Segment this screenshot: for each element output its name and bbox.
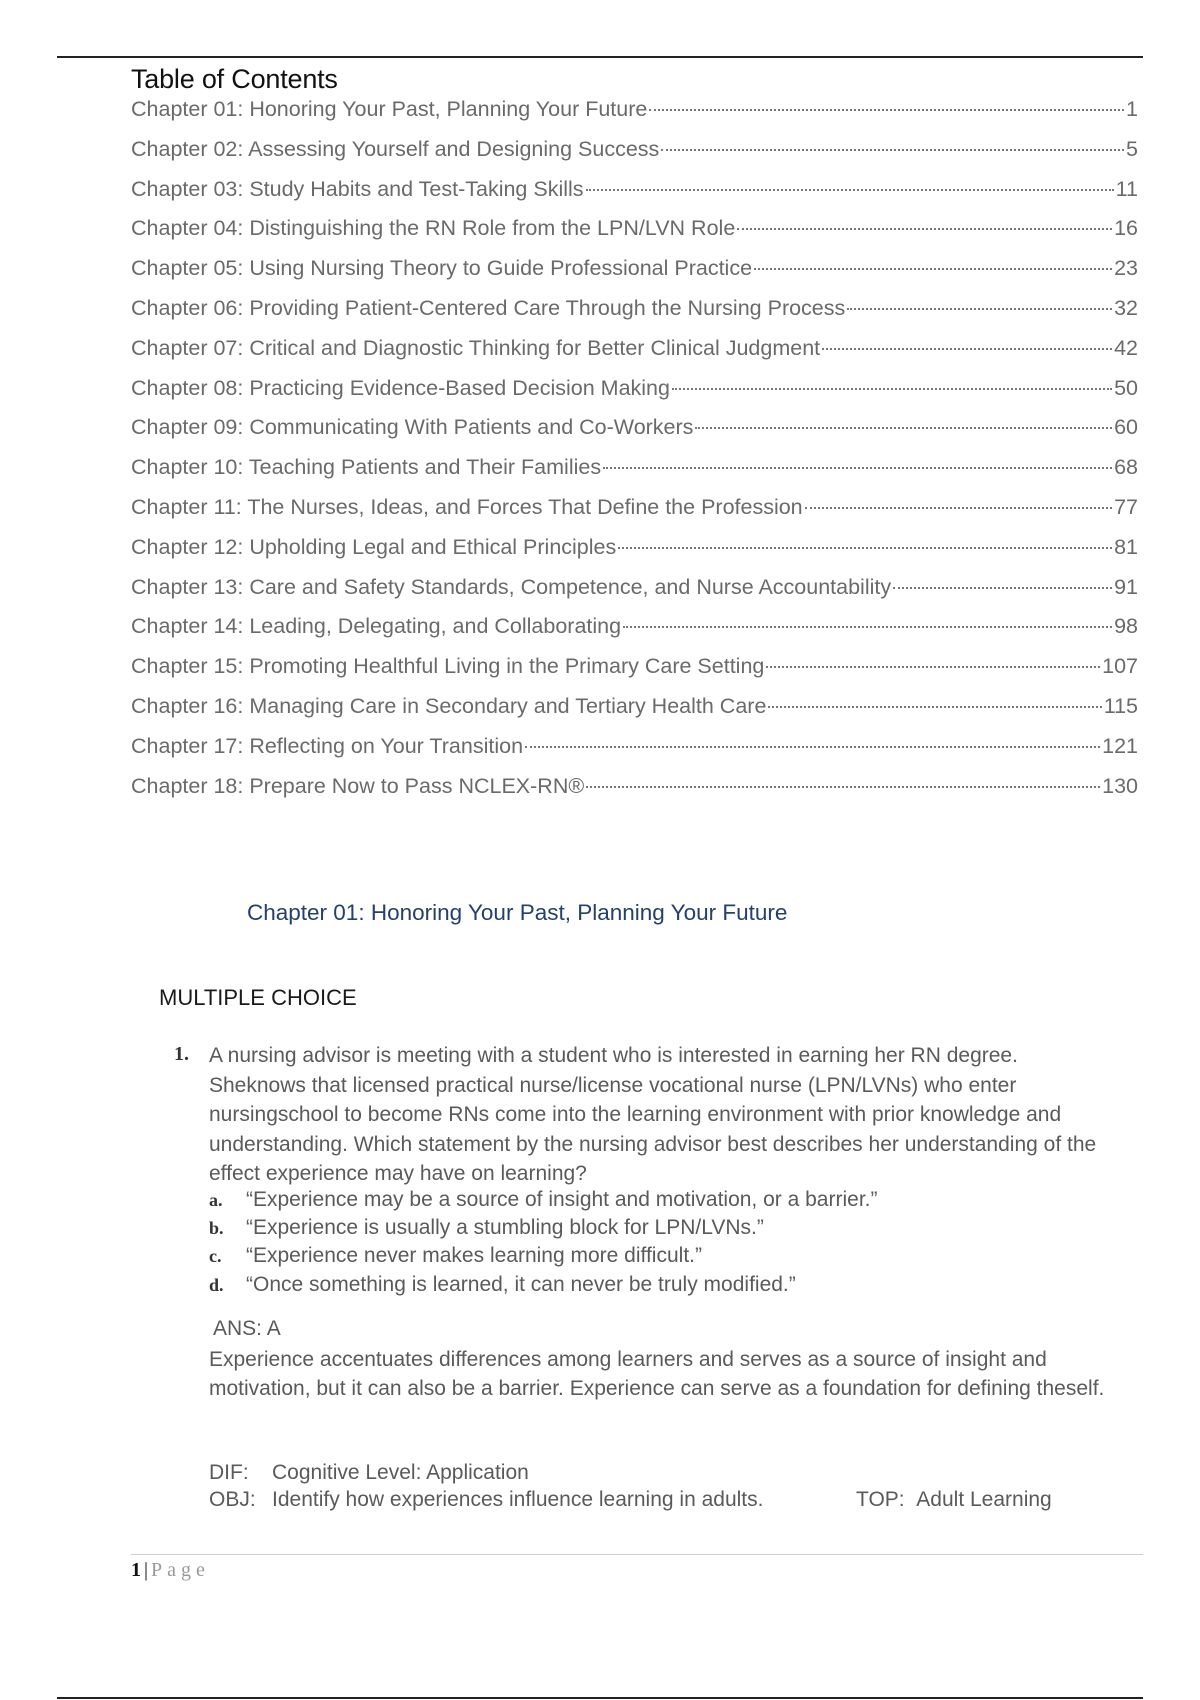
table-of-contents	[131, 97, 1138, 813]
dot-leader	[525, 746, 1100, 748]
toc-entry-label: Chapter 09: Communicating With Patients and Co-Workers	[131, 415, 694, 440]
question-text: A nursing advisor is meeting with a student who is interested in earning her RN degree. Sheknows that licensed practical nurse/license vocational nurse (LPN/LVNs) who enter nursingschool to become RNs come into the learning environment with prior knowledge and understanding. Which statement by the nursing advisor best describes her understanding of the effect experience may have on learning?	[209, 1044, 1097, 1185]
toc-entry-page: 98	[1114, 614, 1138, 639]
dot-leader	[672, 388, 1112, 390]
answer-rationale: Experience accentuates differences among learners and serves as a source of insight and motivation, but it can also be a barrier. Experience can serve as a foundation for defining theself.	[209, 1348, 1105, 1400]
option-text: “Experience is usually a stumbling block for LPN/LVNs.”	[246, 1216, 764, 1240]
toc-entry-page: 121	[1102, 733, 1138, 758]
toc-entry[interactable]	[131, 734, 1138, 774]
dot-leader	[754, 268, 1112, 270]
toc-entry[interactable]	[131, 216, 1138, 256]
answer-option[interactable]	[209, 1273, 1109, 1301]
dot-leader	[603, 467, 1112, 469]
option-text: “Experience never makes learning more difficult.”	[246, 1244, 702, 1268]
dot-leader	[847, 308, 1112, 310]
toc-entry[interactable]	[131, 376, 1138, 416]
toc-entry-page: 91	[1114, 574, 1138, 599]
toc-entry[interactable]	[131, 614, 1138, 654]
option-letter: d.	[209, 1274, 224, 1295]
dot-leader	[822, 348, 1112, 350]
dot-leader	[737, 228, 1112, 230]
toc-entry-page: 23	[1114, 256, 1138, 281]
toc-entry-label: Chapter 14: Leading, Delegating, and Collaborating	[131, 614, 622, 639]
option-letter: a.	[209, 1190, 223, 1210]
toc-entry-label: Chapter 06: Providing Patient-Centered Care Through the Nursing Process	[131, 295, 846, 320]
topic	[856, 1488, 1052, 1512]
toc-entry-page: 115	[1103, 693, 1138, 718]
answer-option[interactable]	[209, 1216, 1109, 1244]
toc-entry-page: 50	[1114, 375, 1138, 400]
toc-entry[interactable]	[131, 535, 1138, 575]
toc-entry-label: Chapter 01: Honoring Your Past, Planning Your Future	[131, 97, 648, 121]
toc-entry-label: Chapter 04: Distinguishing the RN Role from the LPN/LVN Role	[131, 216, 736, 241]
toc-entry[interactable]	[131, 774, 1138, 814]
obj-label: OBJ:	[209, 1488, 256, 1511]
answer-options	[209, 1188, 1109, 1301]
section-heading: MULTIPLE CHOICE	[159, 985, 357, 1010]
dot-leader	[661, 149, 1124, 151]
toc-entry-page: 16	[1114, 216, 1138, 241]
toc-entry-page: 42	[1114, 335, 1138, 360]
question-number: 1.	[174, 1043, 189, 1065]
dif-label: DIF:	[209, 1461, 249, 1484]
toc-entry[interactable]	[131, 336, 1138, 376]
toc-entry[interactable]	[131, 694, 1138, 734]
dot-leader	[586, 189, 1114, 191]
toc-entry-page: 77	[1114, 494, 1138, 519]
toc-entry[interactable]	[131, 575, 1138, 615]
toc-entry-page: 11	[1115, 176, 1138, 201]
difficulty-line	[209, 1461, 529, 1485]
dot-leader	[695, 427, 1112, 429]
toc-entry[interactable]	[131, 296, 1138, 336]
footer-page-number: 1	[131, 1559, 141, 1581]
toc-entry[interactable]	[131, 177, 1138, 217]
page-footer	[131, 1559, 210, 1582]
top-rule	[57, 56, 1143, 58]
toc-entry-page: 81	[1114, 534, 1138, 559]
footer-rule	[131, 1554, 1143, 1555]
answer-option[interactable]	[209, 1188, 1109, 1216]
toc-entry-label: Chapter 12: Upholding Legal and Ethical Principles	[131, 534, 617, 559]
option-letter: c.	[209, 1246, 222, 1267]
option-letter: b.	[209, 1218, 224, 1239]
top-label: TOP:	[856, 1488, 905, 1511]
toc-entry[interactable]	[131, 654, 1138, 694]
dot-leader	[586, 786, 1100, 788]
toc-entry-label: Chapter 13: Care and Safety Standards, Competence, and Nurse Accountability	[131, 574, 892, 599]
dot-leader	[805, 507, 1112, 509]
toc-entry-page: 1	[1126, 97, 1138, 121]
toc-entry-page: 5	[1126, 136, 1138, 161]
dot-leader	[649, 109, 1124, 111]
toc-entry[interactable]	[131, 495, 1138, 535]
toc-title: Table of Contents	[131, 64, 338, 94]
toc-entry-label: Chapter 03: Study Habits and Test-Taking Skills	[131, 176, 584, 201]
toc-entry-label: Chapter 07: Critical and Diagnostic Thinking for Better Clinical Judgment	[131, 335, 821, 360]
dot-leader	[768, 706, 1101, 708]
toc-entry-label: Chapter 16: Managing Care in Secondary and Tertiary Health Care	[131, 693, 767, 718]
footer-page-word: Page	[151, 1559, 210, 1581]
toc-entry-label: Chapter 10: Teaching Patients and Their Families	[131, 455, 602, 480]
toc-entry-page: 60	[1114, 415, 1138, 440]
answer-key: ANS: A	[213, 1317, 281, 1340]
toc-entry[interactable]	[131, 137, 1138, 177]
option-text: “Once something is learned, it can never be truly modified.”	[246, 1272, 796, 1296]
dot-leader	[623, 626, 1112, 628]
option-text: “Experience may be a source of insight and motivation, or a barrier.”	[246, 1188, 878, 1211]
toc-entry-label: Chapter 11: The Nurses, Ideas, and Forces That Define the Profession	[131, 494, 803, 519]
dot-leader	[766, 666, 1100, 668]
footer-separator: |	[144, 1559, 149, 1581]
toc-entry-page: 130	[1102, 773, 1138, 798]
toc-entry[interactable]	[131, 97, 1138, 137]
toc-entry-page: 68	[1114, 455, 1138, 480]
toc-entry-page: 107	[1102, 654, 1138, 679]
bottom-rule	[57, 1697, 1143, 1699]
obj-value: Identify how experiences influence learning in adults.	[272, 1488, 764, 1511]
dif-value: Cognitive Level: Application	[272, 1461, 529, 1484]
toc-entry-label: Chapter 18: Prepare Now to Pass NCLEX-RN®	[131, 773, 585, 798]
answer-option[interactable]	[209, 1244, 1109, 1272]
toc-entry[interactable]	[131, 455, 1138, 495]
toc-entry-label: Chapter 15: Promoting Healthful Living in the Primary Care Setting	[131, 654, 765, 679]
dot-leader	[893, 587, 1112, 589]
toc-entry[interactable]	[131, 256, 1138, 296]
objective-line	[209, 1488, 1052, 1512]
top-value: Adult Learning	[916, 1488, 1052, 1511]
chapter-heading: Chapter 01: Honoring Your Past, Planning Your Future	[247, 900, 788, 925]
toc-entry-label: Chapter 17: Reflecting on Your Transition	[131, 733, 524, 758]
toc-entry-label: Chapter 02: Assessing Yourself and Designing Success	[131, 136, 660, 161]
toc-entry-label: Chapter 08: Practicing Evidence-Based Decision Making	[131, 375, 670, 400]
toc-entry-page: 32	[1114, 295, 1138, 320]
toc-entry[interactable]	[131, 415, 1138, 455]
dot-leader	[618, 547, 1112, 549]
toc-entry-label: Chapter 05: Using Nursing Theory to Guide Professional Practice	[131, 256, 753, 281]
